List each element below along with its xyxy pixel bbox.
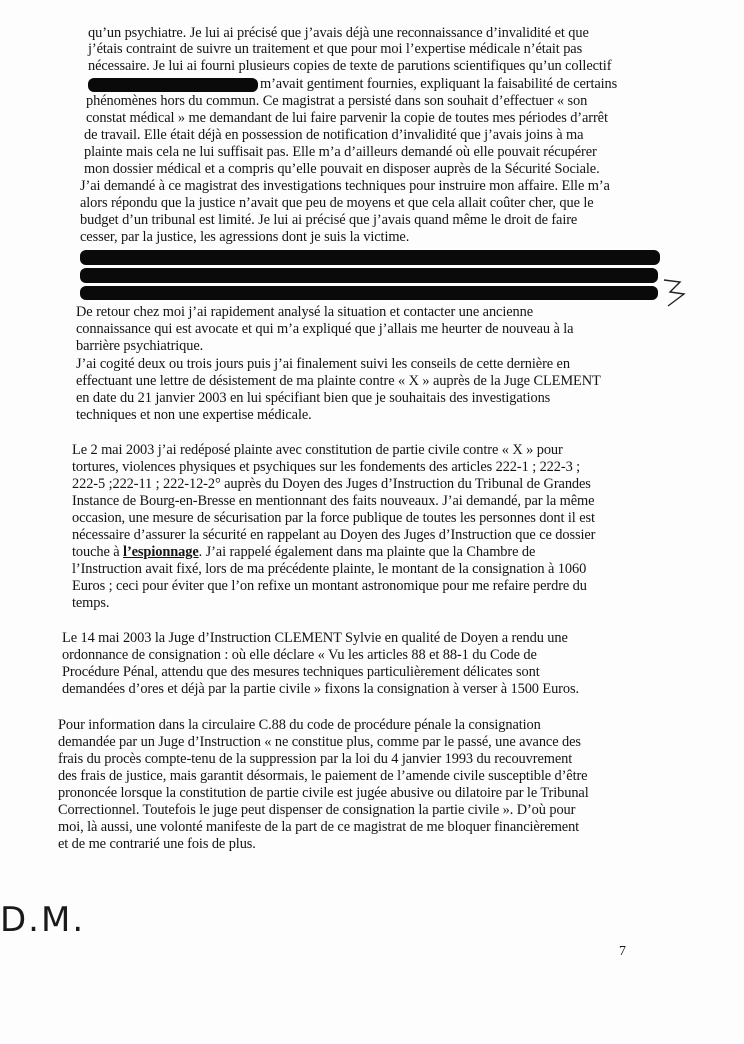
redaction-bar [80,286,658,300]
text-line: demandée par un Juge d’Instruction « ne constitue plus, comme par le passé, une avance des [58,734,581,750]
handwritten-initials: D.M. [0,900,86,940]
text-line: prononcée lorsque la constitution de partie civile est jugée abusive ou dilatoire par le Tribunal [58,785,589,801]
text-line: cesser, par la justice, les agressions dont je suis la victime. [80,229,410,245]
text-line: moi, là aussi, une volonté manifeste de la part de ce magistrat de me bloquer financièrement [58,819,580,835]
text-line: occasion, une mesure de sécurisation par la force publique de toutes les personnes dont il est [72,510,595,526]
text-line: qu’un psychiatre. Je lui ai précisé que j’avais déjà une reconnaissance d’invalidité et que [88,25,589,41]
text-line: l’Instruction avait fixé, lors de ma précédente plainte, le montant de la consignation à 1060 [72,561,587,577]
underlined-term: l’espionnage [123,544,199,560]
text-line: J’ai cogité deux ou trois jours puis j’ai finalement suivi les conseils de cette dernière en [76,356,570,372]
text-line: budget d’un tribunal est limité. Je lui ai précisé que j’avais quand même le droit de faire [80,212,578,228]
text-line: Euros ; ceci pour éviter que l’on refixe un montant astronomique pour me refaire perdre du [72,578,587,594]
text-line: Le 2 mai 2003 j’ai redéposé plainte avec constitution de partie civile contre « X » pour [72,442,563,458]
redaction-bar [80,250,660,265]
text-line: connaissance qui est avocate et qui m’a expliqué que j’allais me heurter de nouveau à la [76,321,574,337]
text-line: effectuant une lettre de désistement de ma plainte contre « X » auprès de la Juge CLEMENT [76,373,601,389]
text-line: De retour chez moi j’ai rapidement analysé la situation et contacter une ancienne [76,304,533,320]
text-line: Procédure Pénal, attendu que des mesures techniques particulièrement délicates sont [62,664,540,680]
text-line: j’étais contraint de suivre un traitement et que pour moi l’expertise médicale n’était pas [88,41,583,57]
text-line: ordonnance de consignation : où elle déclare « Vu les articles 88 et 88-1 du Code de [62,647,537,663]
text-line: barrière psychiatrique. [76,338,204,354]
text-line: et de me contrarié une fois de plus. [58,836,256,852]
handwritten-bracket-mark [660,276,690,310]
text-line: alors répondu que la justice n’avait que peu de moyens et que cela allait coûter cher, que le [80,195,594,211]
text-line: Instance de Bourg-en-Bresse en mentionnant des faits nouveaux. J’ai demandé, par la même [72,493,595,509]
text-line: plainte mais cela ne lui suffisait pas. Elle m’a d’ailleurs demandé où elle pouvait récupérer [84,144,597,160]
text-line: de travail. Elle était déjà en possession de notification d’invalidité que j’avais joins à ma [84,127,584,143]
text-line: demandées d’ores et déjà par la partie civile » fixons la consignation à verser à 1500 Euros. [62,681,579,697]
text-line [72,544,535,560]
text-line: Correctionnel. Toutefois le juge peut dispenser de consignation la partie civile ». D’où pour [58,802,576,818]
text-line: frais du procès compte-tenu de la suppression par la loi du 4 janvier 1993 du recouvrement [58,751,573,767]
text-segment: touche à [72,544,120,560]
text-line: constat médical » me demandant de lui faire parvenir la copie de toutes mes périodes d’arrêt [86,110,608,126]
text-line: des frais de justice, mais garantit désormais, le paiement de l’amende civile susceptible d’être [58,768,588,784]
text-line: temps. [72,595,110,611]
text-line: mon dossier médical et a compris qu’elle pouvait en disposer auprès de la Sécurité Sociale. [84,161,600,177]
text-line: J’ai demandé à ce magistrat des investigations techniques pour instruire mon affaire. Elle m’a [80,178,610,194]
text-line: en date du 21 janvier 2003 en lui spécifiant bien que je souhaitais des investigations [76,390,551,406]
text-line: Le 14 mai 2003 la Juge d’Instruction CLEMENT Sylvie en qualité de Doyen a rendu une [62,630,568,646]
text-line: Pour information dans la circulaire C.88 du code de procédure pénale la consignation [58,717,541,733]
text-line: tortures, violences physiques et psychiques sur les fondements des articles 222-1 ; 222-3 ; [72,459,581,475]
text-line: phénomènes hors du commun. Ce magistrat a persisté dans son souhait d’effectuer « son [86,93,588,109]
redaction-bar [88,78,258,92]
text-line: nécessaire d’assurer la sécurité en rappelant au Doyen des Juges d’Instruction que ce dossier [72,527,596,543]
text-segment: . J’ai rappelé également dans ma plainte que la Chambre de [198,544,536,560]
text-line: m’avait gentiment fournies, expliquant la faisabilité de certains [260,76,618,92]
text-line: techniques et non une expertise médicale. [76,407,312,423]
redaction-bar [80,268,658,283]
text-line: nécessaire. Je lui ai fourni plusieurs copies de texte de parutions scientifiques qu’un collectif [88,58,612,74]
page-number: 7 [619,944,626,959]
text-line: 222-5 ;222-11 ; 222-12-2° auprès du Doyen des Juges d’Instruction du Tribunal de Grandes [72,476,591,492]
